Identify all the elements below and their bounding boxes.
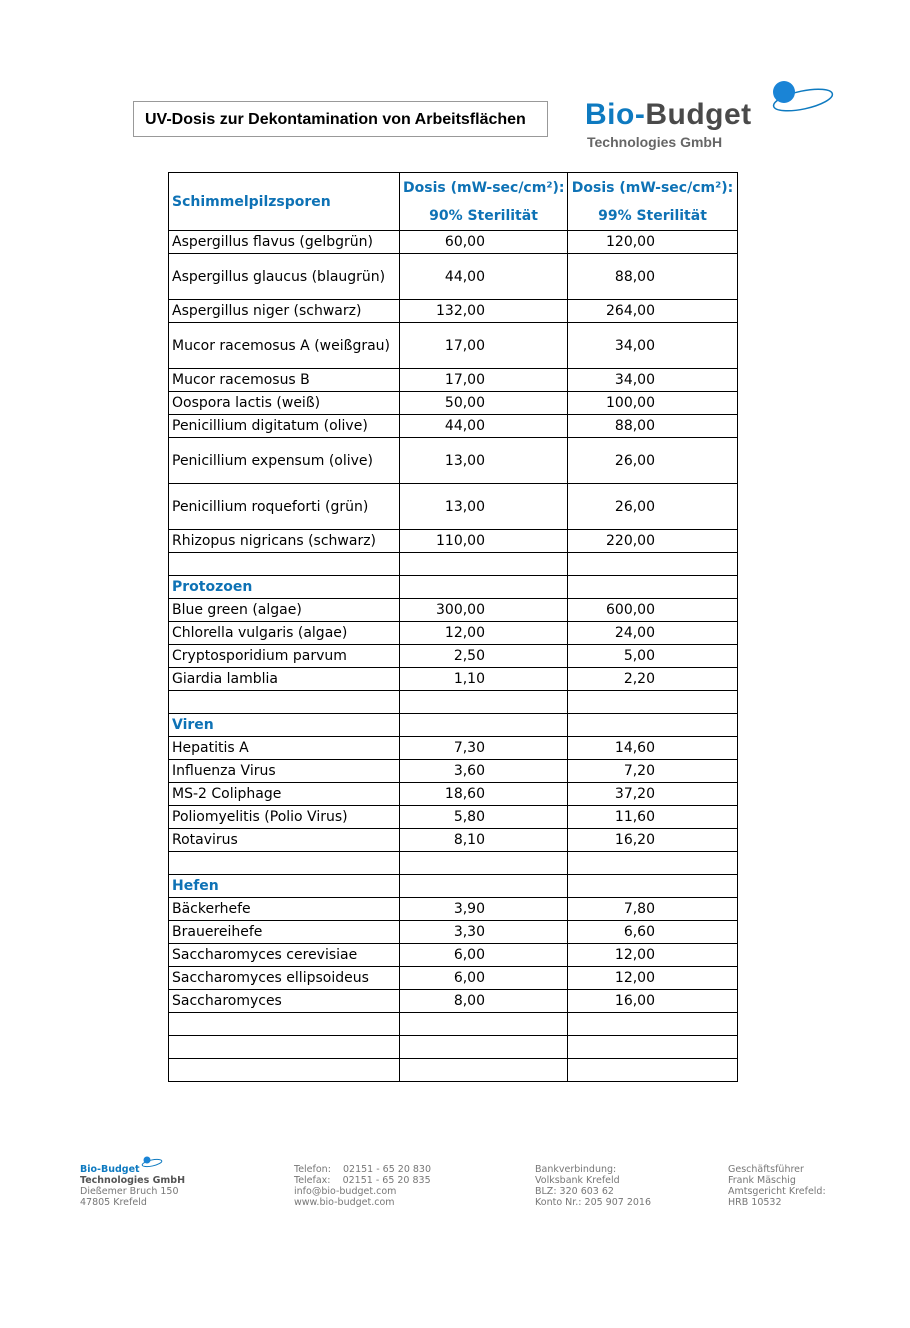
footer-website-link[interactable]: www.bio-budget.com [294, 1197, 395, 1208]
dose-90-value: 60,00 [400, 231, 568, 254]
header-dose-99-line2: 99% Sterilität [598, 207, 707, 224]
empty-row [169, 1059, 738, 1082]
page-footer [0, 1156, 910, 1216]
dose-99-value: 6,60 [568, 921, 738, 944]
empty-row [169, 1036, 738, 1059]
table-row [169, 415, 738, 438]
dose-99-value: 26,00 [568, 438, 738, 484]
table-row [169, 622, 738, 645]
dose-90-value: 6,00 [400, 967, 568, 990]
footer-city: 47805 Krefeld [80, 1197, 147, 1208]
organism-name: Penicillium digitatum (olive) [169, 415, 400, 438]
dose-90-value: 12,00 [400, 622, 568, 645]
dose-90-value: 132,00 [400, 300, 568, 323]
organism-name [169, 553, 400, 576]
organism-name: Penicillium roqueforti (grün) [169, 484, 400, 530]
table-header-row [169, 173, 738, 231]
footer-phone: Telefon: 02151 - 65 20 830 [294, 1164, 432, 1175]
dose-90-value: 3,30 [400, 921, 568, 944]
empty-row [169, 1013, 738, 1036]
table-row [169, 783, 738, 806]
dose-90-value: 17,00 [400, 369, 568, 392]
dose-90-value: 3,60 [400, 760, 568, 783]
header-dose-99 [568, 173, 738, 231]
logo-swoosh-icon [767, 78, 837, 120]
dose-99-value: 5,00 [568, 645, 738, 668]
organism-name: Hepatitis A [169, 737, 400, 760]
dose-90-value [400, 1013, 568, 1036]
dose-90-value [400, 875, 568, 898]
logo-wordmark: Bio-Budget [585, 98, 752, 131]
table-row [169, 369, 738, 392]
footer-logo-icon [140, 1156, 164, 1168]
footer-court: Amtsgericht Krefeld: [728, 1186, 826, 1197]
dose-90-value [400, 553, 568, 576]
organism-name: Oospora lactis (weiß) [169, 392, 400, 415]
organism-name [169, 852, 400, 875]
dose-90-value: 18,60 [400, 783, 568, 806]
dose-99-value: 88,00 [568, 254, 738, 300]
dose-90-value: 3,90 [400, 898, 568, 921]
footer-street: Dießemer Bruch 150 [80, 1186, 179, 1197]
section-row [169, 714, 738, 737]
dose-99-value [568, 1059, 738, 1082]
dose-99-value: 16,20 [568, 829, 738, 852]
dose-99-value: 12,00 [568, 944, 738, 967]
dose-99-value: 12,00 [568, 967, 738, 990]
organism-name: Rhizopus nigricans (schwarz) [169, 530, 400, 553]
dose-99-value: 34,00 [568, 369, 738, 392]
footer-bank [535, 1164, 651, 1208]
organism-name: Saccharomyces [169, 990, 400, 1013]
dose-90-value: 8,10 [400, 829, 568, 852]
footer-company-name: Bio-Budget [80, 1164, 140, 1175]
empty-row [169, 691, 738, 714]
dose-99-value: 34,00 [568, 323, 738, 369]
table-row [169, 829, 738, 852]
dose-99-value: 88,00 [568, 415, 738, 438]
section-label: Protozoen [169, 576, 400, 599]
dose-99-value [568, 1013, 738, 1036]
table-row [169, 760, 738, 783]
dose-90-value [400, 1059, 568, 1082]
empty-row [169, 553, 738, 576]
organism-name: Mucor racemosus A (weißgrau) [169, 323, 400, 369]
dose-99-value: 16,00 [568, 990, 738, 1013]
dose-99-value: 37,20 [568, 783, 738, 806]
organism-name: Rotavirus [169, 829, 400, 852]
table-row [169, 806, 738, 829]
dose-90-value [400, 576, 568, 599]
footer-bank-account: Konto Nr.: 205 907 2016 [535, 1197, 652, 1208]
table-row [169, 530, 738, 553]
organism-name: Influenza Virus [169, 760, 400, 783]
organism-name: Saccharomyces cerevisiae [169, 944, 400, 967]
dose-90-value [400, 1036, 568, 1059]
organism-name: Bäckerhefe [169, 898, 400, 921]
dose-90-value [400, 691, 568, 714]
organism-name [169, 1036, 400, 1059]
organism-name: Aspergillus flavus (gelbgrün) [169, 231, 400, 254]
dose-99-value [568, 875, 738, 898]
dose-99-value [568, 691, 738, 714]
dose-99-value: 11,60 [568, 806, 738, 829]
section-label: Viren [169, 714, 400, 737]
dose-99-value [568, 714, 738, 737]
dose-90-value: 2,50 [400, 645, 568, 668]
table-row [169, 668, 738, 691]
table-row [169, 484, 738, 530]
table-row [169, 898, 738, 921]
dose-90-value: 5,80 [400, 806, 568, 829]
dose-90-value: 8,00 [400, 990, 568, 1013]
document-title: UV-Dosis zur Dekontamination von Arbeitsflächen [133, 101, 548, 137]
table-row [169, 323, 738, 369]
dose-99-value: 7,80 [568, 898, 738, 921]
footer-bank-blz: BLZ: 320 603 62 [535, 1186, 614, 1197]
dose-99-value: 264,00 [568, 300, 738, 323]
dose-99-value: 24,00 [568, 622, 738, 645]
organism-name: Blue green (algae) [169, 599, 400, 622]
dose-99-value [568, 576, 738, 599]
footer-management [728, 1164, 826, 1208]
footer-hrb: HRB 10532 [728, 1197, 782, 1208]
dose-90-value: 44,00 [400, 254, 568, 300]
table-row [169, 300, 738, 323]
table-row [169, 645, 738, 668]
dose-99-value: 14,60 [568, 737, 738, 760]
organism-name: Poliomyelitis (Polio Virus) [169, 806, 400, 829]
dose-90-value: 13,00 [400, 438, 568, 484]
header-dose-99-line1: Dosis (mW-sec/cm²): [571, 179, 734, 196]
dose-90-value [400, 852, 568, 875]
section-row [169, 875, 738, 898]
footer-email-link[interactable]: info@bio-budget.com [294, 1186, 397, 1197]
empty-row [169, 852, 738, 875]
dose-99-value: 220,00 [568, 530, 738, 553]
section-label: Hefen [169, 875, 400, 898]
dose-90-value: 110,00 [400, 530, 568, 553]
organism-name: Brauereihefe [169, 921, 400, 944]
company-logo [585, 78, 845, 158]
header-dose-90-line1: Dosis (mW-sec/cm²): [403, 179, 565, 196]
organism-name [169, 1013, 400, 1036]
table-row [169, 967, 738, 990]
footer-ceo-name: Frank Mäschig [728, 1175, 796, 1186]
organism-name: MS-2 Coliphage [169, 783, 400, 806]
organism-name: Giardia lamblia [169, 668, 400, 691]
organism-name [169, 691, 400, 714]
dose-99-value [568, 852, 738, 875]
footer-company [80, 1156, 185, 1208]
uv-dose-table [168, 172, 738, 1082]
dose-90-value: 44,00 [400, 415, 568, 438]
dose-99-value: 120,00 [568, 231, 738, 254]
table-row [169, 944, 738, 967]
logo-subtitle: Technologies GmbH [587, 134, 723, 150]
table-row [169, 254, 738, 300]
organism-name: Aspergillus glaucus (blaugrün) [169, 254, 400, 300]
dose-90-value: 6,00 [400, 944, 568, 967]
dose-90-value: 300,00 [400, 599, 568, 622]
footer-company-sub: Technologies GmbH [80, 1175, 186, 1186]
organism-name [169, 1059, 400, 1082]
dose-99-value: 26,00 [568, 484, 738, 530]
dose-99-value [568, 1036, 738, 1059]
footer-bank-name: Volksbank Krefeld [535, 1175, 620, 1186]
table-row [169, 599, 738, 622]
header-dose-90-line2: 90% Sterilität [429, 207, 538, 224]
footer-ceo-label: Geschäftsführer [728, 1164, 804, 1175]
organism-name: Aspergillus niger (schwarz) [169, 300, 400, 323]
dose-99-value [568, 553, 738, 576]
organism-name: Saccharomyces ellipsoideus [169, 967, 400, 990]
table-row [169, 231, 738, 254]
table-row [169, 990, 738, 1013]
dose-90-value: 17,00 [400, 323, 568, 369]
dose-90-value [400, 714, 568, 737]
organism-name: Cryptosporidium parvum [169, 645, 400, 668]
footer-bank-label: Bankverbindung: [535, 1164, 617, 1175]
table-row [169, 438, 738, 484]
organism-name: Mucor racemosus B [169, 369, 400, 392]
dose-90-value: 1,10 [400, 668, 568, 691]
dose-90-value: 50,00 [400, 392, 568, 415]
header-category-label: Schimmelpilzsporen [169, 173, 400, 231]
header-dose-90 [400, 173, 568, 231]
footer-contact [294, 1164, 431, 1208]
dose-99-value: 7,20 [568, 760, 738, 783]
organism-name: Penicillium expensum (olive) [169, 438, 400, 484]
dose-99-value: 600,00 [568, 599, 738, 622]
dose-90-value: 7,30 [400, 737, 568, 760]
dose-99-value: 100,00 [568, 392, 738, 415]
table-row [169, 737, 738, 760]
dose-99-value: 2,20 [568, 668, 738, 691]
dose-90-value: 13,00 [400, 484, 568, 530]
organism-name: Chlorella vulgaris (algae) [169, 622, 400, 645]
table-row [169, 392, 738, 415]
section-row [169, 576, 738, 599]
table-row [169, 921, 738, 944]
footer-fax: Telefax: 02151 - 65 20 835 [294, 1175, 431, 1186]
